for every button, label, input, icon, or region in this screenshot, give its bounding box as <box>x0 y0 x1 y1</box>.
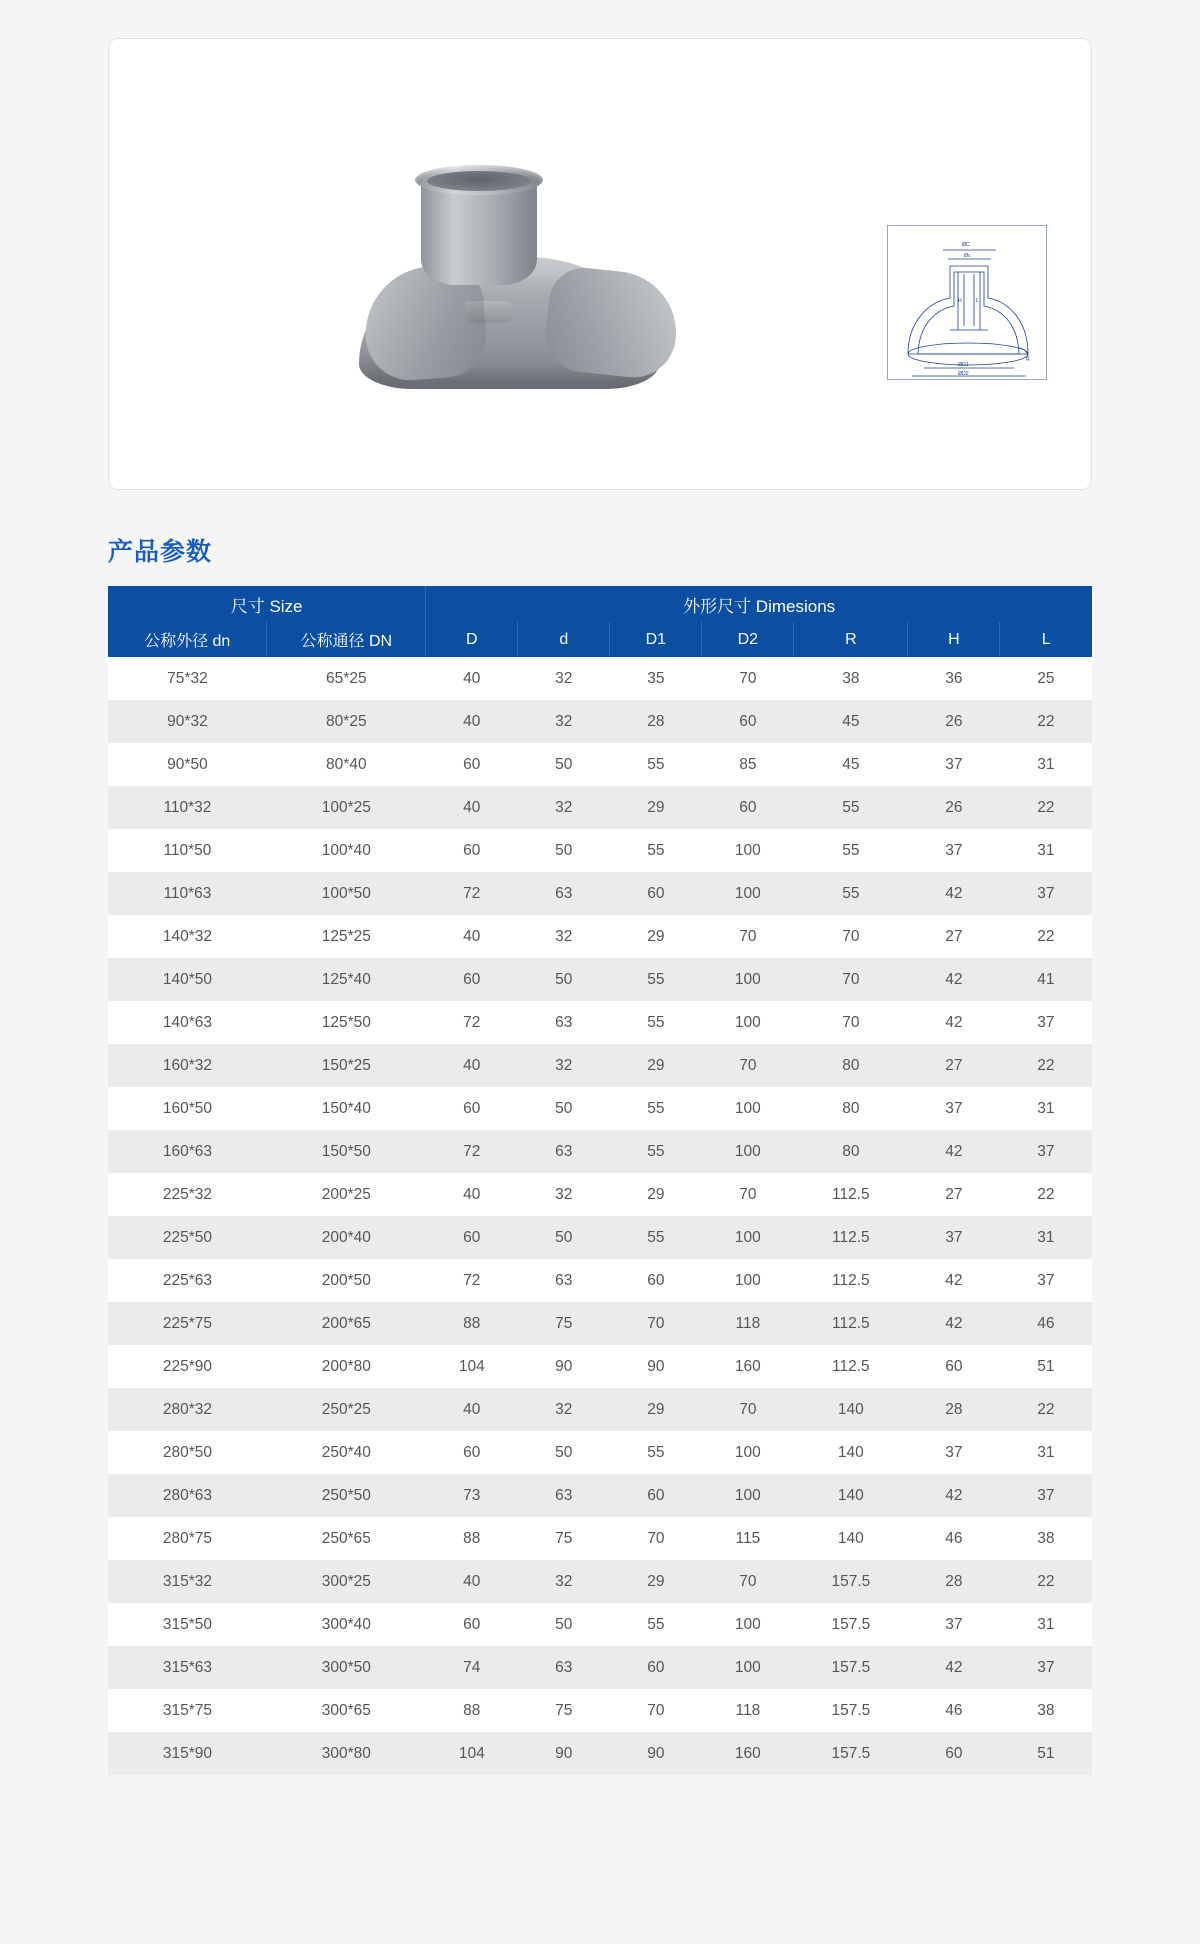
table-cell: 36 <box>945 669 963 687</box>
table-cell: 50 <box>555 755 573 773</box>
table-cell: 60 <box>463 1615 481 1633</box>
table-row <box>108 1259 1092 1302</box>
table-cell: 315*90 <box>162 1744 212 1762</box>
table-cell: 31 <box>1037 1228 1055 1246</box>
table-cell: 140 <box>837 1529 864 1547</box>
table-cell: 70 <box>647 1314 665 1332</box>
table-cell: 63 <box>555 1013 573 1031</box>
table-cell: 100 <box>734 1486 761 1504</box>
table-cell: 26 <box>945 798 963 816</box>
table-cell: 55 <box>647 755 665 773</box>
table-cell: 55 <box>647 1443 665 1461</box>
table-cell: 50 <box>555 1443 573 1461</box>
table-cell: 70 <box>739 1056 757 1074</box>
table-cell: 100 <box>734 1013 761 1031</box>
column-header-R: R <box>794 622 908 657</box>
table-cell: 65*25 <box>326 669 367 687</box>
table-cell: 70 <box>647 1701 665 1719</box>
table-cell: 75*32 <box>167 669 208 687</box>
table-cell: 60 <box>647 1271 665 1289</box>
table-cell: 88 <box>463 1529 481 1547</box>
table-cell: 45 <box>842 755 860 773</box>
table-cell: 42 <box>945 1013 963 1031</box>
table-cell: 31 <box>1037 755 1055 773</box>
table-cell: 32 <box>555 1185 573 1203</box>
table-cell: 150*25 <box>321 1056 371 1074</box>
table-cell: 60 <box>463 841 481 859</box>
table-cell: 41 <box>1037 970 1055 988</box>
column-header-d: d <box>518 622 610 657</box>
technical-drawing-svg <box>888 226 1046 379</box>
table-cell: 112.5 <box>832 1314 870 1332</box>
table-cell: 85 <box>739 755 757 773</box>
table-cell: 80*40 <box>326 755 367 773</box>
table-cell: 31 <box>1037 1615 1055 1633</box>
column-header-D1: D1 <box>610 622 702 657</box>
section-title-product-parameters: 产品参数 <box>108 538 213 566</box>
table-cell: 300*50 <box>321 1658 371 1676</box>
table-cell: 32 <box>555 712 573 730</box>
table-row <box>108 786 1092 829</box>
table-header <box>108 586 1092 657</box>
table-cell: 37 <box>1037 1658 1055 1676</box>
table-group-header-row <box>108 586 1092 622</box>
table-cell: 225*50 <box>162 1228 212 1246</box>
table-cell: 42 <box>945 1271 963 1289</box>
table-cell: 29 <box>647 1400 665 1418</box>
table-cell: 100 <box>734 841 761 859</box>
table-row <box>108 1689 1092 1732</box>
embossed-logo <box>465 301 511 323</box>
table-cell: 140*32 <box>162 927 212 945</box>
table-cell: 200*80 <box>321 1357 371 1375</box>
group-header-size: 尺寸 Size <box>108 586 426 622</box>
table-cell: 29 <box>647 798 665 816</box>
table-cell: 29 <box>647 1185 665 1203</box>
table-cell: 75 <box>555 1701 573 1719</box>
column-header-L: L <box>1000 622 1092 657</box>
table-cell: 22 <box>1037 1056 1055 1074</box>
table-cell: 42 <box>945 1314 963 1332</box>
table-cell: 51 <box>1037 1357 1055 1375</box>
table-row <box>108 1345 1092 1388</box>
table-body <box>108 657 1092 1775</box>
saddle-neck-bore-shape <box>427 171 531 191</box>
table-cell: 63 <box>555 1271 573 1289</box>
table-cell: 300*80 <box>321 1744 371 1762</box>
table-cell: 37 <box>1037 1486 1055 1504</box>
table-row <box>108 1216 1092 1259</box>
technical-drawing-thumbnail <box>887 225 1047 380</box>
table-cell: 112.5 <box>832 1185 870 1203</box>
table-cell: 112.5 <box>832 1271 870 1289</box>
table-cell: 60 <box>739 798 757 816</box>
table-cell: 90 <box>647 1357 665 1375</box>
table-cell: 90 <box>647 1744 665 1762</box>
product-image-card <box>108 38 1092 490</box>
table-row <box>108 1087 1092 1130</box>
table-row <box>108 829 1092 872</box>
table-cell: 250*40 <box>321 1443 371 1461</box>
table-cell: 45 <box>842 712 860 730</box>
table-cell: 60 <box>647 1658 665 1676</box>
table-cell: 38 <box>1037 1701 1055 1719</box>
table-cell: 55 <box>842 884 860 902</box>
table-cell: 104 <box>458 1357 485 1375</box>
table-cell: 80*25 <box>326 712 367 730</box>
table-cell: 118 <box>735 1701 761 1719</box>
table-cell: 225*63 <box>162 1271 212 1289</box>
table-cell: 200*65 <box>321 1314 371 1332</box>
table-cell: 25 <box>1037 669 1055 687</box>
table-cell: 32 <box>555 669 573 687</box>
table-cell: 225*32 <box>162 1185 212 1203</box>
table-row <box>108 1388 1092 1431</box>
table-cell: 55 <box>647 841 665 859</box>
table-cell: 125*25 <box>321 927 371 945</box>
table-cell: 90 <box>555 1744 573 1762</box>
table-cell: 22 <box>1037 712 1055 730</box>
table-cell: 75 <box>555 1529 573 1547</box>
table-row <box>108 743 1092 786</box>
table-cell: 37 <box>1037 884 1055 902</box>
table-cell: 31 <box>1037 1443 1055 1461</box>
table-cell: 80 <box>842 1056 860 1074</box>
table-cell: 28 <box>647 712 665 730</box>
table-cell: 70 <box>842 970 860 988</box>
table-cell: 55 <box>647 1142 665 1160</box>
table-cell: 157.5 <box>831 1615 871 1633</box>
table-cell: 100 <box>734 1271 761 1289</box>
table-cell: 40 <box>463 927 481 945</box>
table-cell: 115 <box>735 1529 761 1547</box>
table-cell: 27 <box>945 1185 963 1203</box>
table-cell: 60 <box>739 712 757 730</box>
saddle-right-shoulder-shape <box>542 264 682 381</box>
table-cell: 140 <box>837 1443 864 1461</box>
table-cell: 70 <box>739 927 757 945</box>
table-cell: 37 <box>945 1099 963 1117</box>
table-cell: 55 <box>842 798 860 816</box>
table-cell: 110*63 <box>163 884 212 902</box>
drawing-label-OD1: ØD1 <box>958 362 969 368</box>
table-row <box>108 1646 1092 1689</box>
table-cell: 60 <box>463 970 481 988</box>
table-cell: 157.5 <box>831 1701 871 1719</box>
table-cell: 28 <box>945 1400 963 1418</box>
table-cell: 160*63 <box>162 1142 212 1160</box>
table-cell: 140*50 <box>162 970 212 988</box>
table-row <box>108 1431 1092 1474</box>
table-row <box>108 1560 1092 1603</box>
table-cell: 38 <box>842 669 860 687</box>
table-cell: 110*50 <box>163 841 212 859</box>
table-cell: 72 <box>463 1013 481 1031</box>
table-cell: 40 <box>463 712 481 730</box>
table-cell: 100 <box>734 1658 761 1676</box>
table-cell: 60 <box>463 1099 481 1117</box>
table-cell: 88 <box>463 1314 481 1332</box>
table-cell: 100 <box>734 1615 761 1633</box>
table-cell: 31 <box>1037 841 1055 859</box>
table-cell: 37 <box>945 755 963 773</box>
table-cell: 37 <box>1037 1013 1055 1031</box>
table-cell: 250*65 <box>321 1529 371 1547</box>
table-cell: 60 <box>647 884 665 902</box>
table-row <box>108 958 1092 1001</box>
table-cell: 63 <box>555 1142 573 1160</box>
table-cell: 100 <box>734 884 761 902</box>
table-cell: 72 <box>463 1271 481 1289</box>
table-cell: 75 <box>555 1314 573 1332</box>
table-row <box>108 1302 1092 1345</box>
table-cell: 40 <box>463 1056 481 1074</box>
table-cell: 225*90 <box>162 1357 212 1375</box>
table-cell: 27 <box>945 927 963 945</box>
table-cell: 250*25 <box>321 1400 371 1418</box>
table-cell: 200*40 <box>321 1228 371 1246</box>
table-column-header-row <box>108 622 1092 657</box>
table-cell: 157.5 <box>831 1572 871 1590</box>
table-cell: 160*50 <box>162 1099 212 1117</box>
table-cell: 100*40 <box>321 841 371 859</box>
table-cell: 80 <box>842 1142 860 1160</box>
table-cell: 80 <box>842 1099 860 1117</box>
table-cell: 63 <box>555 884 573 902</box>
table-cell: 100 <box>734 1142 761 1160</box>
table-cell: 55 <box>647 970 665 988</box>
table-cell: 88 <box>463 1701 481 1719</box>
table-cell: 280*32 <box>162 1400 212 1418</box>
table-row <box>108 872 1092 915</box>
table-cell: 38 <box>1037 1529 1055 1547</box>
table-cell: 100*25 <box>321 798 371 816</box>
table-cell: 112.5 <box>832 1228 870 1246</box>
table-cell: 51 <box>1037 1744 1055 1762</box>
table-cell: 225*75 <box>162 1314 212 1332</box>
table-cell: 70 <box>739 1185 757 1203</box>
table-row <box>108 1474 1092 1517</box>
table-cell: 26 <box>945 712 963 730</box>
table-cell: 22 <box>1037 798 1055 816</box>
column-header-D: D <box>426 622 518 657</box>
table-cell: 37 <box>945 1615 963 1633</box>
table-cell: 150*50 <box>321 1142 371 1160</box>
table-cell: 280*63 <box>162 1486 212 1504</box>
table-cell: 70 <box>739 1400 757 1418</box>
column-header-H: H <box>908 622 1000 657</box>
group-header-dimensions: 外形尺寸 Dimesions <box>426 586 1092 622</box>
table-cell: 112.5 <box>832 1357 870 1375</box>
table-cell: 29 <box>647 1572 665 1590</box>
table-cell: 70 <box>739 669 757 687</box>
table-cell: 160 <box>734 1357 761 1375</box>
table-cell: 40 <box>463 1185 481 1203</box>
table-cell: 72 <box>463 884 481 902</box>
table-cell: 42 <box>945 1142 963 1160</box>
table-cell: 35 <box>647 669 665 687</box>
table-cell: 42 <box>945 970 963 988</box>
drawing-label-OC: ØC <box>962 242 970 248</box>
table-row <box>108 657 1092 700</box>
parameter-table-wrapper <box>108 586 1092 1775</box>
table-cell: 100 <box>734 1443 761 1461</box>
table-cell: 315*75 <box>162 1701 212 1719</box>
table-cell: 315*63 <box>162 1658 212 1676</box>
table-cell: 140 <box>837 1486 864 1504</box>
table-cell: 32 <box>555 1572 573 1590</box>
table-cell: 37 <box>945 1228 963 1246</box>
table-cell: 157.5 <box>831 1744 871 1762</box>
table-cell: 150*40 <box>321 1099 371 1117</box>
product-parameter-table <box>108 586 1092 1775</box>
table-cell: 90*32 <box>167 712 208 730</box>
table-row <box>108 1732 1092 1775</box>
table-cell: 72 <box>463 1142 481 1160</box>
table-cell: 42 <box>945 884 963 902</box>
table-cell: 110*32 <box>163 798 212 816</box>
table-cell: 29 <box>647 1056 665 1074</box>
table-cell: 46 <box>945 1701 963 1719</box>
table-cell: 100 <box>734 1099 761 1117</box>
table-cell: 60 <box>647 1486 665 1504</box>
product-photo-saddle-tee <box>359 159 679 389</box>
table-cell: 29 <box>647 927 665 945</box>
table-cell: 32 <box>555 1056 573 1074</box>
table-cell: 22 <box>1037 1185 1055 1203</box>
table-cell: 160 <box>734 1744 761 1762</box>
table-cell: 37 <box>1037 1142 1055 1160</box>
table-cell: 55 <box>647 1228 665 1246</box>
table-cell: 90*50 <box>167 755 208 773</box>
column-header-DN: 公称通径 DN <box>267 622 426 657</box>
table-cell: 280*50 <box>162 1443 212 1461</box>
table-cell: 125*40 <box>321 970 371 988</box>
table-cell: 55 <box>647 1013 665 1031</box>
table-cell: 250*50 <box>321 1486 371 1504</box>
table-cell: 42 <box>945 1486 963 1504</box>
table-cell: 50 <box>555 970 573 988</box>
table-cell: 300*65 <box>321 1701 371 1719</box>
table-cell: 200*50 <box>321 1271 371 1289</box>
table-cell: 104 <box>458 1744 485 1762</box>
table-cell: 140*63 <box>162 1013 212 1031</box>
table-cell: 315*50 <box>162 1615 212 1633</box>
table-cell: 74 <box>463 1658 481 1676</box>
table-cell: 37 <box>945 1443 963 1461</box>
column-header-dn: 公称外径 dn <box>108 622 267 657</box>
table-cell: 50 <box>555 1099 573 1117</box>
table-cell: 90 <box>555 1357 573 1375</box>
table-cell: 27 <box>945 1056 963 1074</box>
table-cell: 300*40 <box>321 1615 371 1633</box>
product-page <box>0 38 1200 1944</box>
table-cell: 73 <box>463 1486 481 1504</box>
table-cell: 70 <box>739 1572 757 1590</box>
table-row <box>108 1603 1092 1646</box>
table-cell: 22 <box>1037 1572 1055 1590</box>
table-cell: 40 <box>463 1572 481 1590</box>
table-cell: 100 <box>734 1228 761 1246</box>
drawing-label-OD2: ØD2 <box>958 371 969 377</box>
table-cell: 50 <box>555 841 573 859</box>
table-cell: 63 <box>555 1658 573 1676</box>
table-cell: 60 <box>463 1228 481 1246</box>
table-cell: 100*50 <box>321 884 371 902</box>
table-cell: 100 <box>734 970 761 988</box>
table-cell: 157.5 <box>831 1658 871 1676</box>
table-cell: 125*50 <box>321 1013 371 1031</box>
table-cell: 46 <box>945 1529 963 1547</box>
table-cell: 118 <box>735 1314 761 1332</box>
drawing-label-Oc: Øc <box>964 253 971 259</box>
column-header-D2: D2 <box>702 622 794 657</box>
drawing-label-H: H <box>958 298 962 304</box>
table-cell: 40 <box>463 1400 481 1418</box>
table-cell: 50 <box>555 1615 573 1633</box>
table-cell: 40 <box>463 669 481 687</box>
table-cell: 315*32 <box>162 1572 212 1590</box>
table-cell: 37 <box>1037 1271 1055 1289</box>
table-row <box>108 1173 1092 1216</box>
table-row <box>108 1001 1092 1044</box>
table-cell: 140 <box>837 1400 864 1418</box>
table-cell: 46 <box>1037 1314 1055 1332</box>
table-cell: 160*32 <box>162 1056 212 1074</box>
table-cell: 70 <box>647 1529 665 1547</box>
table-cell: 50 <box>555 1228 573 1246</box>
table-cell: 22 <box>1037 1400 1055 1418</box>
table-cell: 60 <box>463 1443 481 1461</box>
table-cell: 28 <box>945 1572 963 1590</box>
table-cell: 63 <box>555 1486 573 1504</box>
table-cell: 42 <box>945 1658 963 1676</box>
table-row <box>108 915 1092 958</box>
table-cell: 70 <box>842 927 860 945</box>
table-row <box>108 1517 1092 1560</box>
table-cell: 300*25 <box>321 1572 371 1590</box>
table-cell: 200*25 <box>321 1185 371 1203</box>
table-cell: 22 <box>1037 927 1055 945</box>
table-row <box>108 1130 1092 1173</box>
table-cell: 60 <box>945 1744 963 1762</box>
table-cell: 32 <box>555 1400 573 1418</box>
table-cell: 55 <box>647 1615 665 1633</box>
table-cell: 32 <box>555 927 573 945</box>
table-cell: 55 <box>842 841 860 859</box>
table-cell: 55 <box>647 1099 665 1117</box>
table-row <box>108 1044 1092 1087</box>
table-cell: 70 <box>842 1013 860 1031</box>
drawing-label-R: R <box>1026 357 1030 363</box>
drawing-label-L: L <box>976 298 979 304</box>
table-cell: 280*75 <box>162 1529 212 1547</box>
table-cell: 32 <box>555 798 573 816</box>
table-row <box>108 700 1092 743</box>
table-cell: 37 <box>945 841 963 859</box>
table-cell: 60 <box>945 1357 963 1375</box>
table-cell: 40 <box>463 798 481 816</box>
table-cell: 31 <box>1037 1099 1055 1117</box>
table-cell: 60 <box>463 755 481 773</box>
